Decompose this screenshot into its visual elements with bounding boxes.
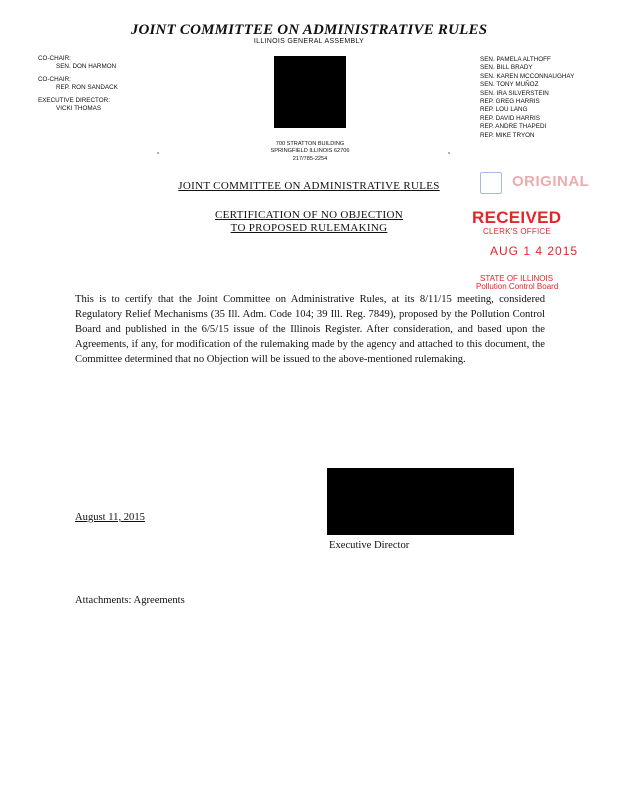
address-phone: 217/785-2254 bbox=[292, 155, 328, 162]
original-stamp-text: ORIGINAL bbox=[512, 173, 590, 190]
certification-title-line-1: CERTIFICATION OF NO OBJECTION bbox=[214, 209, 403, 221]
member-item: SEN. PAMELA ALTHOFF bbox=[480, 56, 551, 63]
clerks-office-stamp: CLERK'S OFFICE bbox=[483, 227, 551, 236]
attachments-line: Attachments: Agreements bbox=[75, 595, 185, 606]
letterhead-title: JOINT COMMITTEE ON ADMINISTRATIVE RULES bbox=[130, 22, 488, 38]
letterhead-subtitle: ILLINOIS GENERAL ASSEMBLY bbox=[253, 38, 365, 45]
co-chair-2-name: REP. RON SANDACK bbox=[56, 84, 118, 92]
co-chairs-block bbox=[38, 55, 118, 117]
certification-body: This is to certify that the Joint Committee on Administrative Rules, at its 8/11/15 meeting, considered Regulatory Relief Mechanisms (35 Ill. Adm. Code 104; 39 Ill. Reg. 7849), proposed by the Pollution Control Board and published in the 6/5/15 issue of the Illinois Register. After consideration, and based upon the Agreements, if any, for modification of the rulemaking made by the agency and attached to this document, the Committee determined that no Objection will be issued to the above-mentioned rulemaking. bbox=[75, 294, 545, 365]
address-block bbox=[248, 141, 372, 163]
document-heading: JOINT COMMITTEE ON ADMINISTRATIVE RULES bbox=[178, 180, 440, 192]
member-item: REP. ANDRE THAPEDI bbox=[480, 123, 547, 131]
member-item: SEN. BILL BRADY bbox=[480, 64, 533, 72]
executive-director-role: EXECUTIVE DIRECTOR: bbox=[38, 96, 110, 104]
redacted-signature bbox=[327, 468, 514, 535]
scan-speck bbox=[157, 152, 159, 154]
address-line-2: SPRINGFIELD ILLINOIS 62706 bbox=[270, 148, 350, 155]
member-item: REP. LOU LANG bbox=[480, 106, 528, 114]
member-item: REP. DAVID HARRIS bbox=[480, 114, 540, 122]
signature-date: August 11, 2015 bbox=[75, 512, 145, 523]
received-stamp: RECEIVED bbox=[472, 208, 562, 227]
member-item: REP. MIKE TRYON bbox=[480, 131, 535, 139]
certification-title-line-2: TO PROPOSED RULEMAKING bbox=[230, 222, 388, 234]
executive-director-name: VICKI THOMAS bbox=[56, 105, 102, 113]
member-item: SEN. KAREN MCCONNAUGHAY bbox=[480, 72, 575, 80]
co-chair-2-role: CO-CHAIR: bbox=[38, 75, 71, 83]
member-item: SEN. IRA SILVERSTEIN bbox=[480, 89, 549, 97]
board-stamp: Pollution Control Board bbox=[476, 282, 559, 291]
received-date-stamp: AUG 1 4 2015 bbox=[490, 244, 579, 258]
original-stamp bbox=[478, 172, 588, 194]
member-item: SEN. TONY MUÑOZ bbox=[480, 81, 539, 89]
scan-speck bbox=[448, 152, 450, 154]
members-list bbox=[480, 56, 610, 140]
co-chair-1-name: SEN. DON HARMON bbox=[56, 63, 117, 71]
member-item: REP. GREG HARRIS bbox=[480, 98, 540, 106]
state-stamp: STATE OF ILLINOIS bbox=[480, 274, 554, 283]
address-line-1: 700 STRATTON BUILDING bbox=[275, 141, 345, 147]
co-chair-1-role: CO-CHAIR: bbox=[38, 55, 71, 62]
stamp-box-icon bbox=[480, 172, 502, 194]
redacted-seal bbox=[274, 56, 346, 128]
signature-title: Executive Director bbox=[329, 540, 410, 551]
